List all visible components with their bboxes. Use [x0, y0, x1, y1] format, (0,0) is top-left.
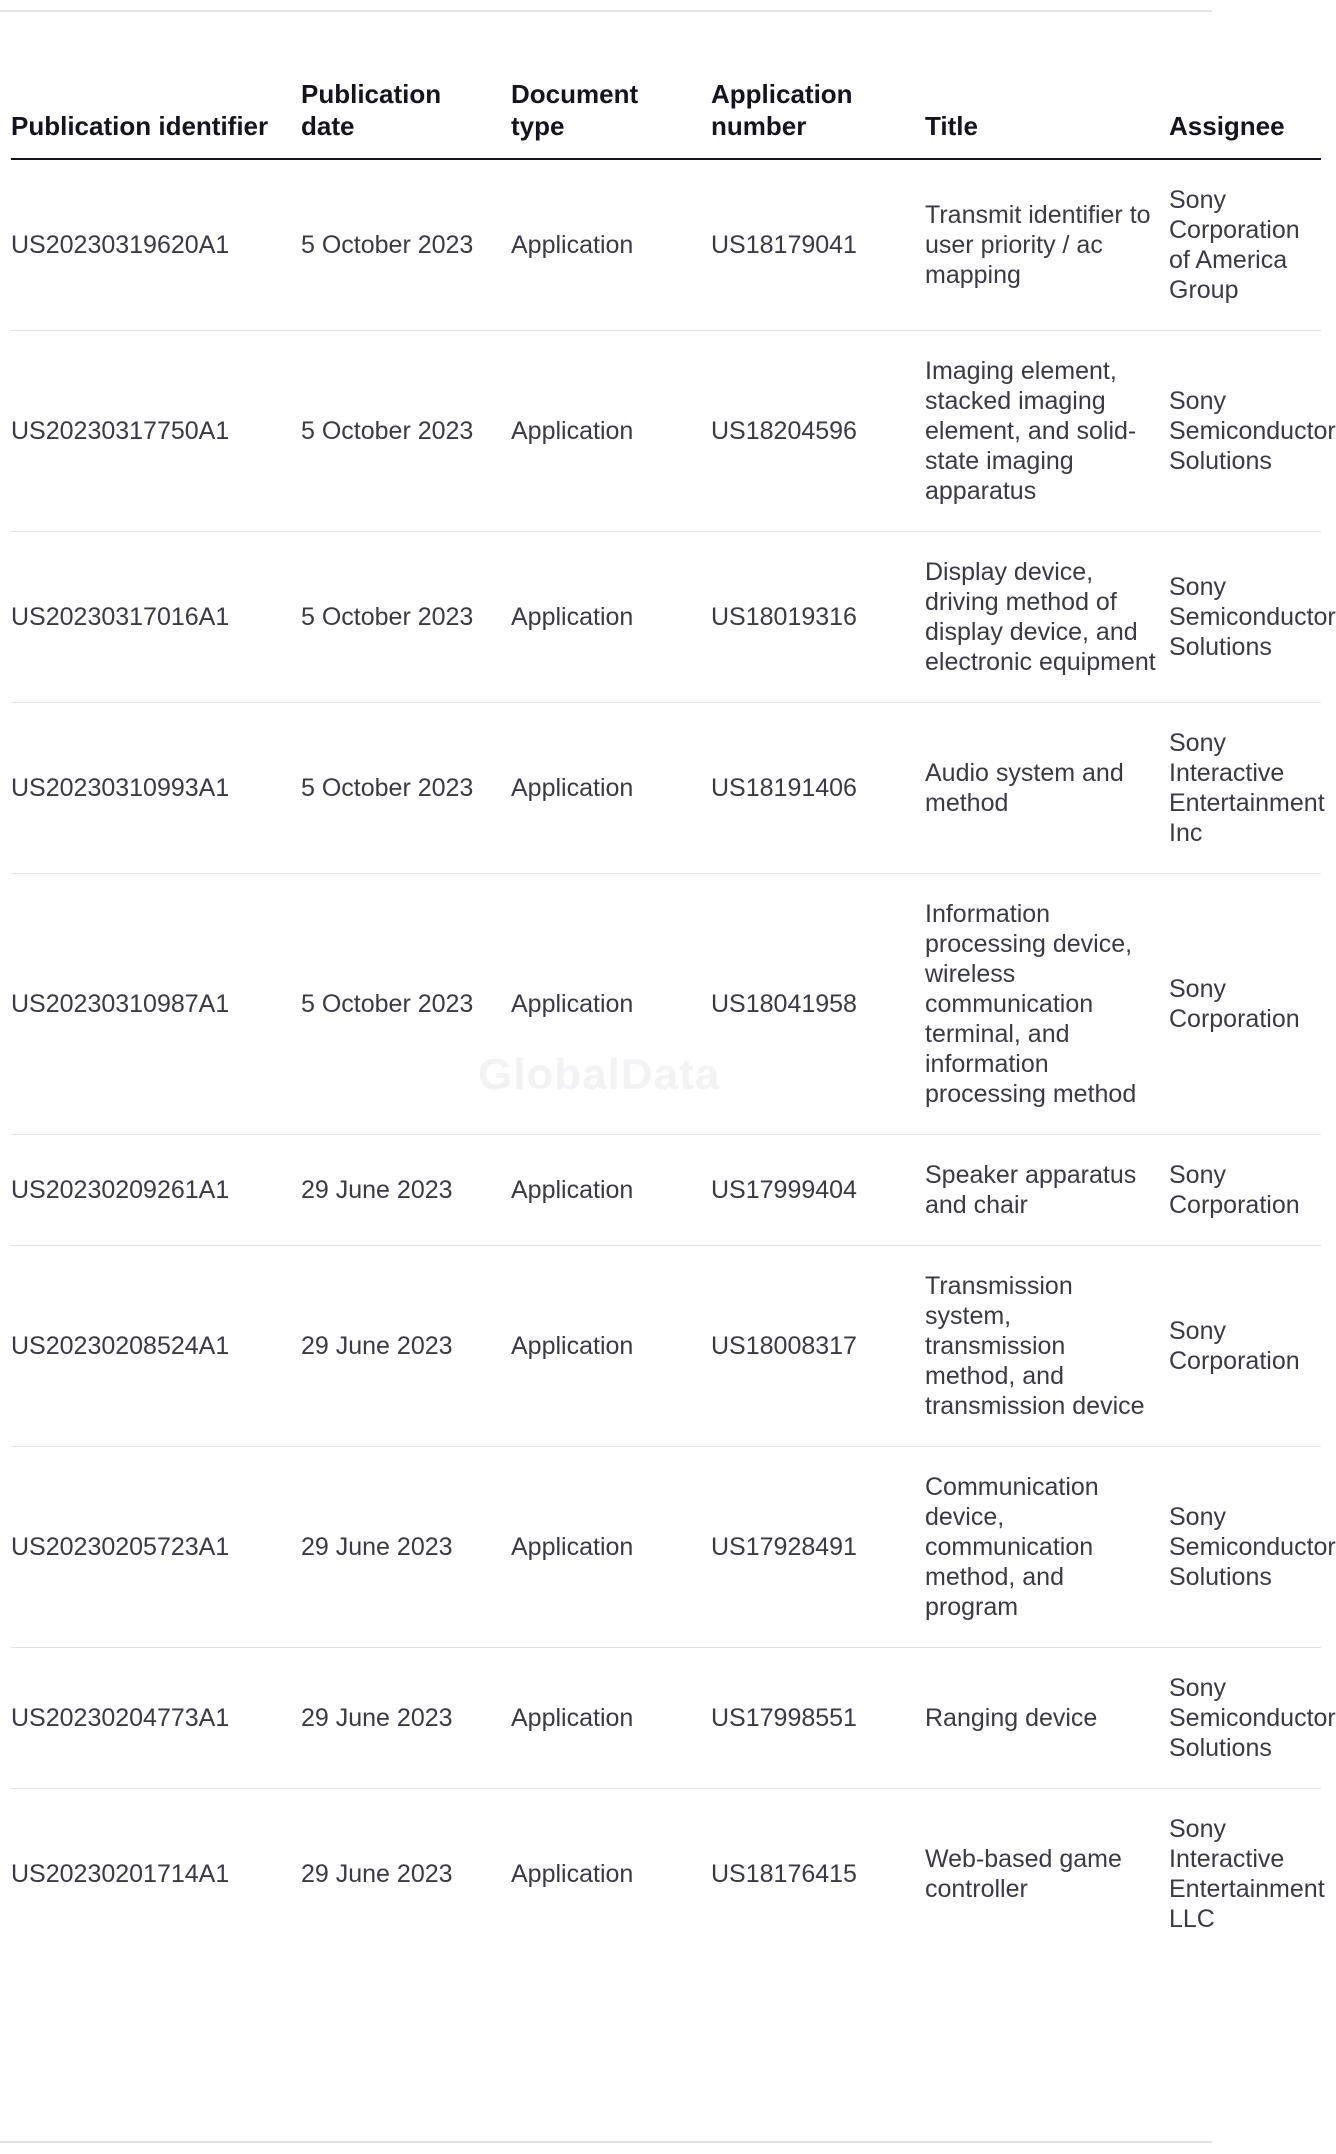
cell-application-number: US17928491: [711, 1447, 925, 1648]
cell-title: Speaker apparatus and chair: [925, 1135, 1169, 1246]
cell-title: Transmission system, transmission method, and transmission device: [925, 1246, 1169, 1447]
cell-assignee: Sony Semiconductor Solutions: [1169, 532, 1321, 703]
table-row: [11, 1246, 1321, 1447]
table-header-row: [11, 78, 1321, 159]
table-row: [11, 331, 1321, 532]
cell-title: Ranging device: [925, 1648, 1169, 1789]
cell-publication-identifier: US20230204773A1: [11, 1648, 301, 1789]
cell-publication-identifier: US20230317016A1: [11, 532, 301, 703]
cell-assignee: Sony Corporation: [1169, 1135, 1321, 1246]
header-publication-identifier: Publication identifier: [11, 78, 301, 159]
table-row: [11, 874, 1321, 1135]
cell-document-type: Application: [511, 532, 711, 703]
header-document-type: Document type: [511, 78, 711, 159]
table-row: [11, 703, 1321, 874]
cell-document-type: Application: [511, 331, 711, 532]
cell-document-type: Application: [511, 703, 711, 874]
watermark-logo: GlobalData: [478, 1050, 721, 1099]
cell-title: Imaging element, stacked imaging element, and solid-state imaging apparatus: [925, 331, 1169, 532]
header-application-number: Application number: [711, 78, 925, 159]
cell-title: Transmit identifier to user priority / ac mapping: [925, 159, 1169, 331]
cell-publication-identifier: US20230208524A1: [11, 1246, 301, 1447]
cell-document-type: Application: [511, 159, 711, 331]
cell-assignee: Sony Interactive Entertainment LLC: [1169, 1815, 1325, 1933]
cell-application-number: US18176415: [711, 1860, 857, 1888]
cell-assignee: Sony Semiconductor Solutions: [1169, 1648, 1321, 1789]
cell-title: Audio system and method: [925, 703, 1169, 874]
cell-application-number: US18019316: [711, 532, 925, 703]
cell-publication-date: 5 October 2023: [301, 331, 511, 532]
cell-application-number: US18179041: [711, 159, 925, 331]
cell-application-number: US17998551: [711, 1648, 925, 1789]
header-title: Title: [925, 78, 1169, 159]
cell-publication-identifier: US20230310993A1: [11, 703, 301, 874]
cell-publication-date: 5 October 2023: [301, 874, 511, 1135]
table-row: [11, 1789, 1321, 1960]
cell-application-number: US17999404: [711, 1135, 925, 1246]
cell-assignee: Sony Semiconductor Solutions: [1169, 331, 1321, 532]
cell-publication-identifier: US20230209261A1: [11, 1135, 301, 1246]
table-row: [11, 1135, 1321, 1246]
cell-assignee: Sony Corporation of America Group: [1169, 159, 1321, 331]
table-row: [11, 532, 1321, 703]
table-row: [11, 1648, 1321, 1789]
cell-document-type: Application: [511, 874, 711, 1135]
cell-publication-date: 29 June 2023: [301, 1246, 511, 1447]
cell-publication-date: 5 October 2023: [301, 703, 511, 874]
cell-publication-date: 29 June 2023: [301, 1648, 511, 1789]
cell-application-number: US18204596: [711, 331, 925, 532]
cell-publication-date: 29 June 2023: [301, 1135, 511, 1246]
cell-assignee: Sony Interactive Entertainment Inc: [1169, 703, 1321, 874]
cell-publication-date: 5 October 2023: [301, 532, 511, 703]
cell-application-number: US18041958: [711, 874, 925, 1135]
table-row: [11, 1447, 1321, 1648]
cell-publication-date: 5 October 2023: [301, 159, 511, 331]
table-row: [11, 159, 1321, 331]
cell-document-type: Application: [511, 1447, 711, 1648]
header-assignee: Assignee: [1169, 78, 1321, 159]
cell-publication-date: 29 June 2023: [301, 1860, 453, 1888]
cell-document-type: Application: [511, 1860, 634, 1888]
cell-document-type: Application: [511, 1135, 711, 1246]
cell-assignee: Sony Semiconductor Solutions: [1169, 1447, 1321, 1648]
cell-title: Web-based game controller: [925, 1845, 1122, 1903]
cell-publication-identifier: US20230317750A1: [11, 331, 301, 532]
cell-publication-identifier: US20230201714A1: [11, 1860, 230, 1888]
cell-publication-identifier: US20230319620A1: [11, 159, 301, 331]
cell-application-number: US18191406: [711, 703, 925, 874]
cell-document-type: Application: [511, 1246, 711, 1447]
cell-document-type: Application: [511, 1648, 711, 1789]
cell-assignee: Sony Corporation: [1169, 874, 1321, 1135]
cell-title: Communication device, communication method, and program: [925, 1447, 1169, 1648]
header-publication-date: Publication date: [301, 78, 511, 159]
cell-assignee: Sony Corporation: [1169, 1246, 1321, 1447]
patents-table: [11, 78, 1336, 1959]
cell-publication-identifier: US20230310987A1: [11, 874, 301, 1135]
cell-title: Information processing device, wireless communication terminal, and information processing method: [925, 874, 1169, 1135]
cell-publication-identifier: US20230205723A1: [11, 1447, 301, 1648]
cell-application-number: US18008317: [711, 1246, 925, 1447]
cell-publication-date: 29 June 2023: [301, 1447, 511, 1648]
bottom-divider: [0, 2141, 1212, 2143]
cell-title: Display device, driving method of display device, and electronic equipment: [925, 532, 1169, 703]
